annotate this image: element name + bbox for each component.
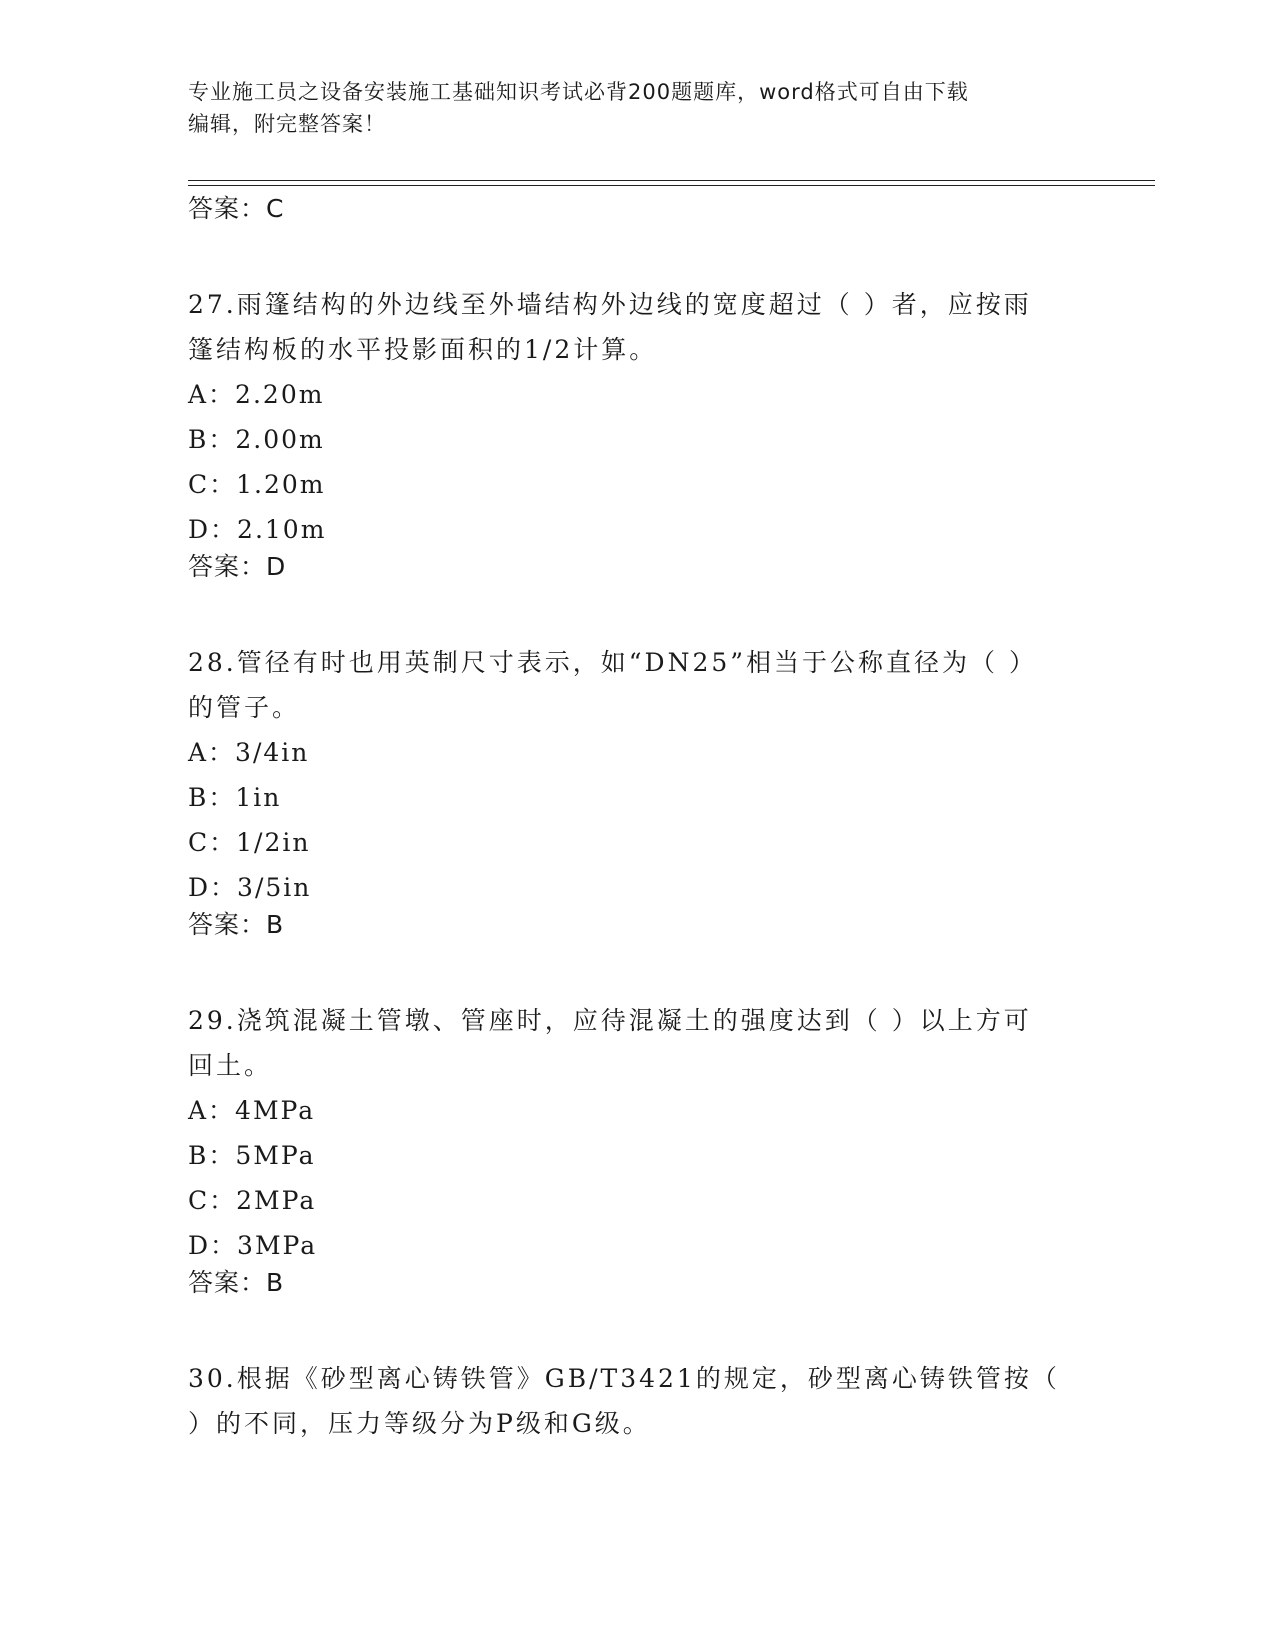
option-c: C：2MPa (188, 1186, 317, 1215)
header-line-2: 编辑，附完整答案！ (188, 112, 386, 136)
question-line: ）的不同，压力等级分为P级和G级。 (188, 1409, 651, 1438)
option-b: B：5MPa (188, 1141, 316, 1170)
option-a: A：2.20m (188, 380, 325, 409)
question-29 (188, 998, 1088, 1298)
question-28 (188, 640, 1088, 940)
question-line: 28.管径有时也用英制尺寸表示，如“DN25”相当于公称直径为（ ） (188, 648, 1037, 677)
option-b: B：1in (188, 783, 282, 812)
document-body (188, 192, 1088, 1446)
question-line: 篷结构板的水平投影面积的1/2计算。 (188, 335, 658, 364)
answer: 答案：B (188, 1268, 285, 1297)
question-line: 27.雨篷结构的外边线至外墙结构外边线的宽度超过（ ）者，应按雨 (188, 290, 1032, 319)
option-b: B：2.00m (188, 425, 325, 454)
question-line: 29.浇筑混凝土管墩、管座时，应待混凝土的强度达到（ ）以上方可 (188, 1006, 1032, 1035)
option-d: D：2.10m (188, 515, 327, 544)
question-line: 30.根据《砂型离心铸铁管》GB/T3421的规定，砂型离心铸铁管按（ (188, 1364, 1060, 1393)
option-a: A：4MPa (188, 1096, 316, 1125)
question-line: 的管子。 (188, 693, 301, 722)
question-27 (188, 282, 1088, 582)
option-c: C：1/2in (188, 828, 311, 857)
answer: 答案：D (188, 552, 287, 581)
question-text (188, 282, 1088, 372)
question-text (188, 640, 1088, 730)
header-divider-bottom (188, 185, 1155, 186)
question-30 (188, 1356, 1088, 1446)
option-d: D：3/5in (188, 873, 312, 902)
header-line-1: 专业施工员之设备安装施工基础知识考试必背200题题库，word格式可自由下载 (188, 80, 969, 104)
previous-answer: 答案：C (188, 194, 285, 223)
question-line: 回土。 (188, 1051, 273, 1080)
header-divider-top (188, 180, 1155, 181)
question-text (188, 1356, 1088, 1446)
question-text (188, 998, 1088, 1088)
option-a: A：3/4in (188, 738, 310, 767)
answer: 答案：B (188, 910, 285, 939)
document-header (188, 76, 1088, 140)
option-d: D：3MPa (188, 1231, 318, 1260)
option-c: C：1.20m (188, 470, 326, 499)
